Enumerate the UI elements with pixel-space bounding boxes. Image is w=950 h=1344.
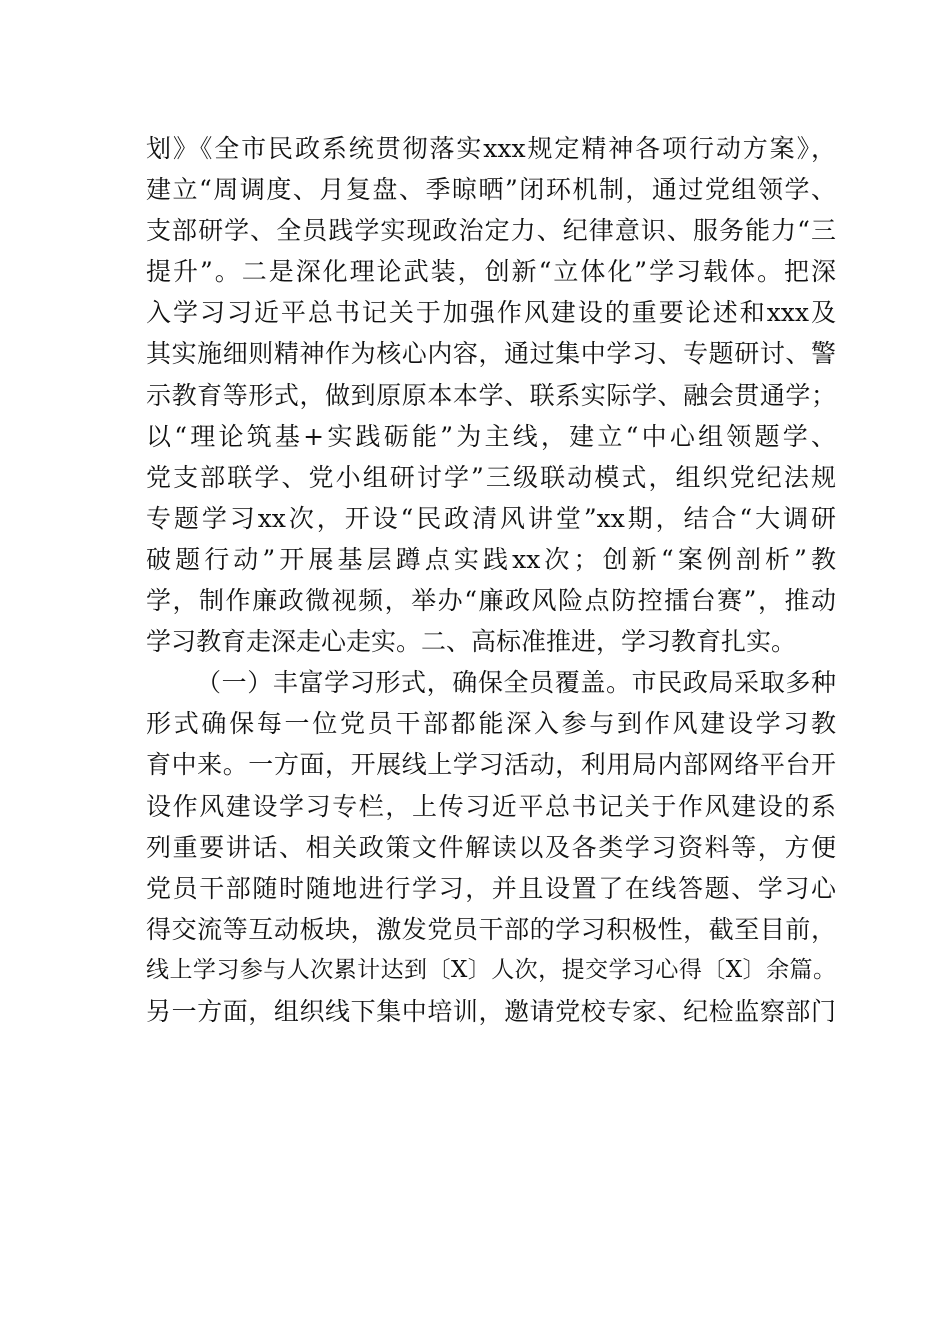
text-line: 破题行动”开展基层蹲点实践xx次；创新“案例剖析”教 (146, 544, 836, 574)
text-line: 另一方面，组织线下集中培训，邀请党校专家、纪检监察部门 (146, 996, 836, 1026)
text-line: 列重要讲话、相关政策文件解读以及各类学习资料等，方便 (146, 832, 836, 862)
text-line: 支部研学、全员践学实现政治定力、纪律意识、服务能力“三 (146, 216, 836, 246)
text-line: 以“理论筑基+实践砺能”为主线，建立“中心组领题学、 (146, 421, 836, 451)
text-line: 专题学习xx次，开设“民政清风讲堂”xx期，结合“大调研 (146, 503, 836, 533)
text-line: 设作风建设学习专栏，上传习近平总书记关于作风建设的系 (146, 791, 836, 821)
text-line: 育中来。一方面，开展线上学习活动，利用局内部网络平台开 (146, 750, 836, 780)
text-line: 党员干部随时随地进行学习，并且设置了在线答题、学习心 (146, 873, 836, 903)
text-line: 形式确保每一位党员干部都能深入参与到作风建设学习教 (146, 709, 836, 739)
paragraph-start-line: （一）丰富学习形式，确保全员覆盖。市民政局采取多种 (196, 668, 836, 698)
text-line: 党支部联学、党小组研讨学”三级联动模式，组织党纪法规 (146, 462, 836, 492)
text-line: 学，制作廉政微视频，举办“廉政风险点防控擂台赛”，推动 (146, 586, 836, 616)
text-line: 入学习习近平总书记关于加强作风建设的重要论述和xxx及 (146, 298, 836, 328)
text-line: 线上学习参与人次累计达到〔X〕人次，提交学习心得〔X〕余篇。 (146, 956, 836, 983)
text-line: 示教育等形式，做到原原本本学、联系实际学、融会贯通学； (146, 380, 836, 410)
text-line: 提升”。二是深化理论武装，创新“立体化”学习载体。把深 (146, 257, 836, 287)
text-line: 得交流等互动板块，激发党员干部的学习积极性，截至目前， (146, 914, 836, 944)
body-text (146, 128, 836, 1032)
text-line: 划》《全市民政系统贯彻落实xxx规定精神各项行动方案》， (146, 134, 836, 163)
text-line: 其实施细则精神作为核心内容，通过集中学习、专题研讨、警 (146, 339, 836, 369)
text-line: 学习教育走深走心走实。二、高标准推进，学习教育扎实。 (146, 627, 797, 657)
text-line: 建立“周调度、月复盘、季晾晒”闭环机制，通过党组领学、 (146, 175, 836, 205)
